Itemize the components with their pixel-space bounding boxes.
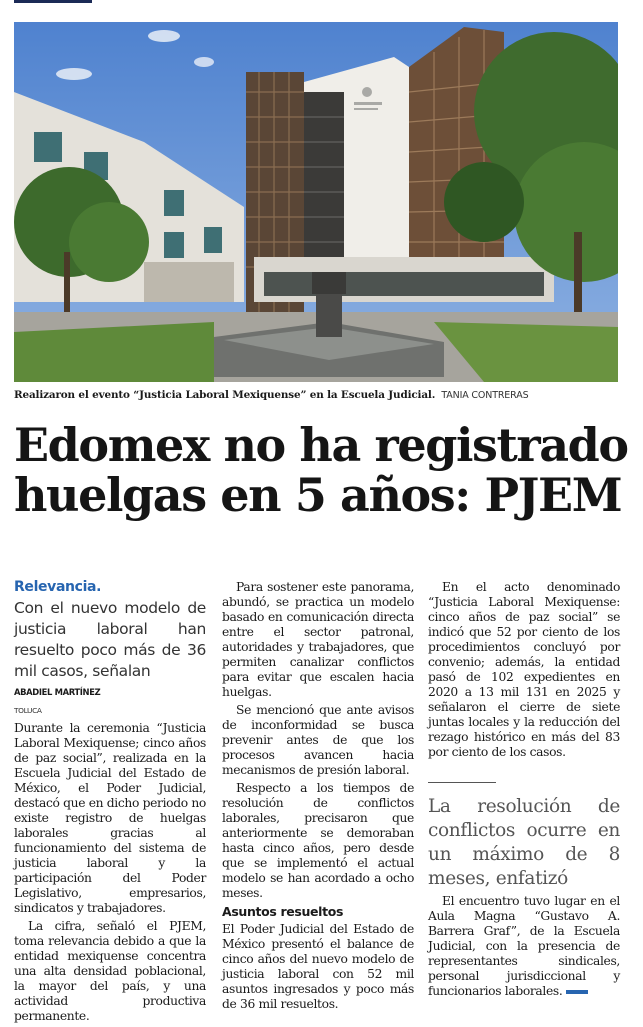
section-top-bar: [14, 0, 92, 3]
deck: Con el nuevo modelo de justicia laboral han resuelto poco más de 36 mil casos, señalan: [14, 599, 206, 680]
article-photo: [14, 22, 618, 382]
body-paragraph: En el acto denominado “Justicia Laboral Mexiquense: cinco años de paz social” se indicó que 52 por ciento de los procedimientos concluyó por convenio; además, la entidad pasó de 102 expedientes en 2020 a 13 mil 131 en 2025 y señalaron el cierre de siete juntas locales y la reducción del rezago histórico en más del 83 por ciento de los casos.: [428, 580, 620, 759]
article-column-2: [222, 580, 414, 1015]
headline: [14, 418, 628, 522]
photo-credit: TANIA CONTRERAS: [441, 390, 529, 401]
body-paragraph: Se mencionó que ante avisos de inconformidad se busca prevenir antes de que los procesos avancen hacia mecanismos de presión laboral.: [222, 703, 414, 777]
pull-quote: La resolución de conflictos ocurre en un máximo de 8 meses, enfatizó: [428, 796, 620, 889]
end-of-article-mark: [566, 990, 588, 994]
body-paragraph: Para sostener este panorama, abundó, se practica un modelo basado en comunicación directa entre el sector patronal, autoridades y trabajadores, que permiten canalizar conflictos para evitar que escalen hacia huelgas.: [222, 580, 414, 699]
headline-line-1: Edomex no ha registrado: [14, 418, 628, 472]
body-paragraph: Durante la ceremonia “Justicia Laboral Mexiquense; cinco años de paz social”, realizada en la Escuela Judicial del Estado de México, el Poder Judicial, destacó que en dicho periodo no existe registro de huelgas laborales gracias al funcionamiento del sistema de justicia laboral y la participación del Poder Legislativo, empresarios, sindicatos y trabajadores.: [14, 721, 206, 915]
headline-line-2: huelgas en 5 años: PJEM: [14, 468, 622, 522]
body-paragraph: Respecto a los tiempos de resolución de conflictos laborales, precisaron que anteriormente se demoraban hasta cinco años, pero desde que se implementó el actual modelo se han acordado a ocho meses.: [222, 781, 414, 900]
final-paragraph-text: El encuentro tuvo lugar en el Aula Magna “Gustavo A. Barrera Graf”, de la Escuela Judicial, con la presencia de representantes sindicales, personal jurisdiccional y funcionarios laborales.: [428, 894, 620, 998]
article-column-1: [14, 580, 206, 1027]
pull-quote-rule: [428, 782, 496, 783]
body-paragraph: El Poder Judicial del Estado de México presentó el balance de cinco años del nuevo modelo de justicia laboral con 52 mil asuntos ingresados y poco más de 36 mil resueltos.: [222, 922, 414, 1011]
photo-caption: [14, 388, 618, 403]
subhead: Asuntos resueltos: [222, 904, 344, 919]
courthouse-photo-illustration: [14, 22, 618, 382]
dateline-city: TOLUCA: [14, 706, 42, 715]
article-column-3: [428, 580, 620, 1002]
byline: ABADIEL MARTÍNEZ: [14, 687, 101, 697]
caption-text: Realizaron el evento “Justicia Laboral Mexiquense” en la Escuela Judicial.: [14, 389, 436, 401]
body-paragraph-final: [428, 894, 620, 999]
kicker: Relevancia.: [14, 579, 102, 595]
body-paragraph: La cifra, señaló el PJEM, toma relevancia debido a que la entidad mexiquense concentra una alta densidad poblacional, la mayor del país, y una actividad productiva permanente.: [14, 919, 206, 1023]
